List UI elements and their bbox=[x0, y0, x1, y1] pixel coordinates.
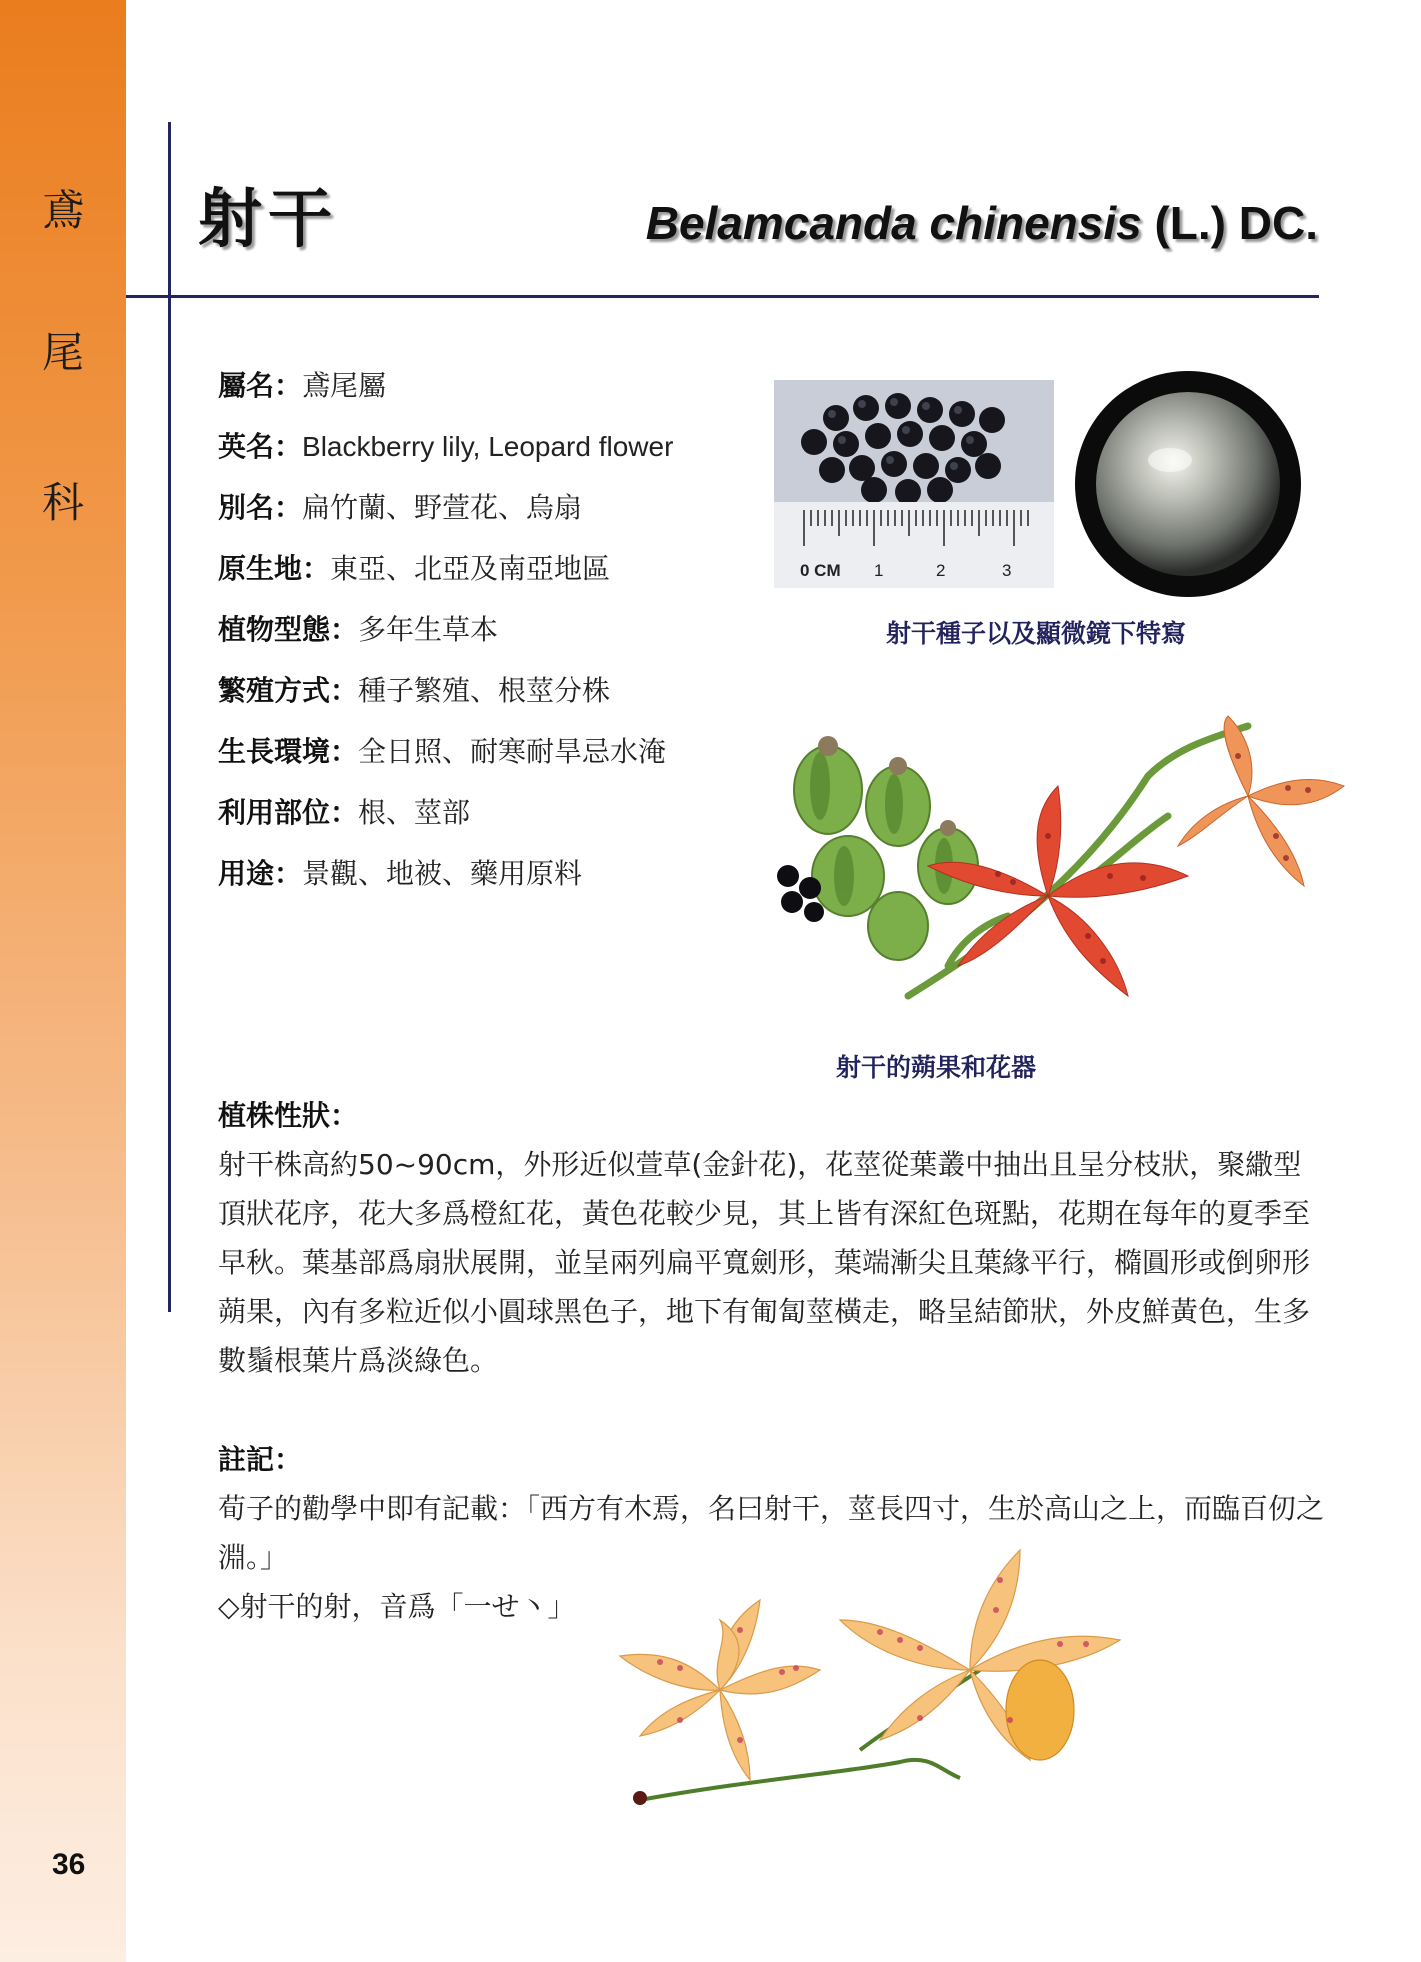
description-heading: 植株性狀： bbox=[218, 1099, 359, 1132]
description-text: 射干株高約50~90cm，外形近似萱草(金針花)，花莖從葉叢中抽出且呈分枝狀，聚繖型頂狀花序，花大多爲橙紅花，黃色花較少見，其上皆有深紅色斑點，花期在每年的夏季至早秋。葉基部爲扇狀展開，並呈兩列扁平寬劍形，葉端漸尖且葉緣平行，橢圓形或倒卵形蒴果，內有多粒近似小圓球黑色子，地下有匍匐莖橫走，略呈結節狀，外皮鮮黃色，生多數鬚根葉片爲淡綠色。 bbox=[218, 1148, 1311, 1377]
title-rule bbox=[126, 295, 1319, 298]
info-uses: 用途：景觀、地被、藥用原料 bbox=[218, 857, 583, 890]
fruit-flower-photo bbox=[748, 716, 1344, 1038]
microscope-closeup bbox=[1072, 368, 1304, 600]
info-list bbox=[218, 366, 673, 915]
seed-photo bbox=[774, 380, 1054, 588]
title-scientific bbox=[646, 196, 1318, 250]
note-quote: 荀子的勸學中即有記載：「西方有木焉，名曰射干，莖長四寸，生於高山之上，而臨百仞之淵。」 bbox=[218, 1492, 1325, 1574]
info-origin: 原生地：東亞、北亞及南亞地區 bbox=[218, 552, 611, 585]
note-pronunciation: ◇射干的射，音爲「一せ丶」 bbox=[218, 1590, 576, 1623]
info-english-name: 英名：Blackberry lily, Leopard flower bbox=[218, 430, 674, 463]
family-char-2: 尾 bbox=[41, 328, 84, 377]
info-genus: 屬名：鳶尾屬 bbox=[218, 369, 387, 402]
title-chinese: 射干 bbox=[198, 182, 338, 257]
ruler-label-0: 0 CM bbox=[800, 561, 841, 580]
author-citation: (L.) DC. bbox=[1141, 197, 1318, 249]
ruler-label-1: 1 bbox=[874, 561, 884, 580]
info-alias: 別名：扁竹蘭、野萱花、烏扇 bbox=[218, 491, 583, 524]
side-color-bar bbox=[0, 0, 126, 1962]
family-char-3: 科 bbox=[41, 478, 84, 527]
scientific-name: Belamcanda chinensis bbox=[645, 197, 1142, 249]
family-char-1: 鳶 bbox=[41, 186, 84, 235]
ruler-label-3: 3 bbox=[1002, 561, 1012, 580]
info-growth-form: 植物型態：多年生草本 bbox=[218, 613, 499, 646]
note-heading: 註記： bbox=[218, 1443, 303, 1476]
info-propagation: 繁殖方式：種子繁殖、根莖分株 bbox=[218, 674, 611, 707]
info-used-parts: 利用部位：根、莖部 bbox=[218, 796, 471, 829]
info-environment: 生長環境：全日照、耐寒耐旱忌水淹 bbox=[218, 735, 667, 768]
fruit-caption: 射干的蒴果和花器 bbox=[836, 1053, 1037, 1082]
vertical-rule bbox=[168, 122, 171, 1312]
page-number: 36 bbox=[52, 1848, 86, 1881]
flowers-illustration bbox=[600, 1540, 1160, 1820]
seed-caption: 射干種子以及顯微鏡下特寫 bbox=[886, 619, 1187, 648]
ruler-label-2: 2 bbox=[936, 561, 946, 580]
